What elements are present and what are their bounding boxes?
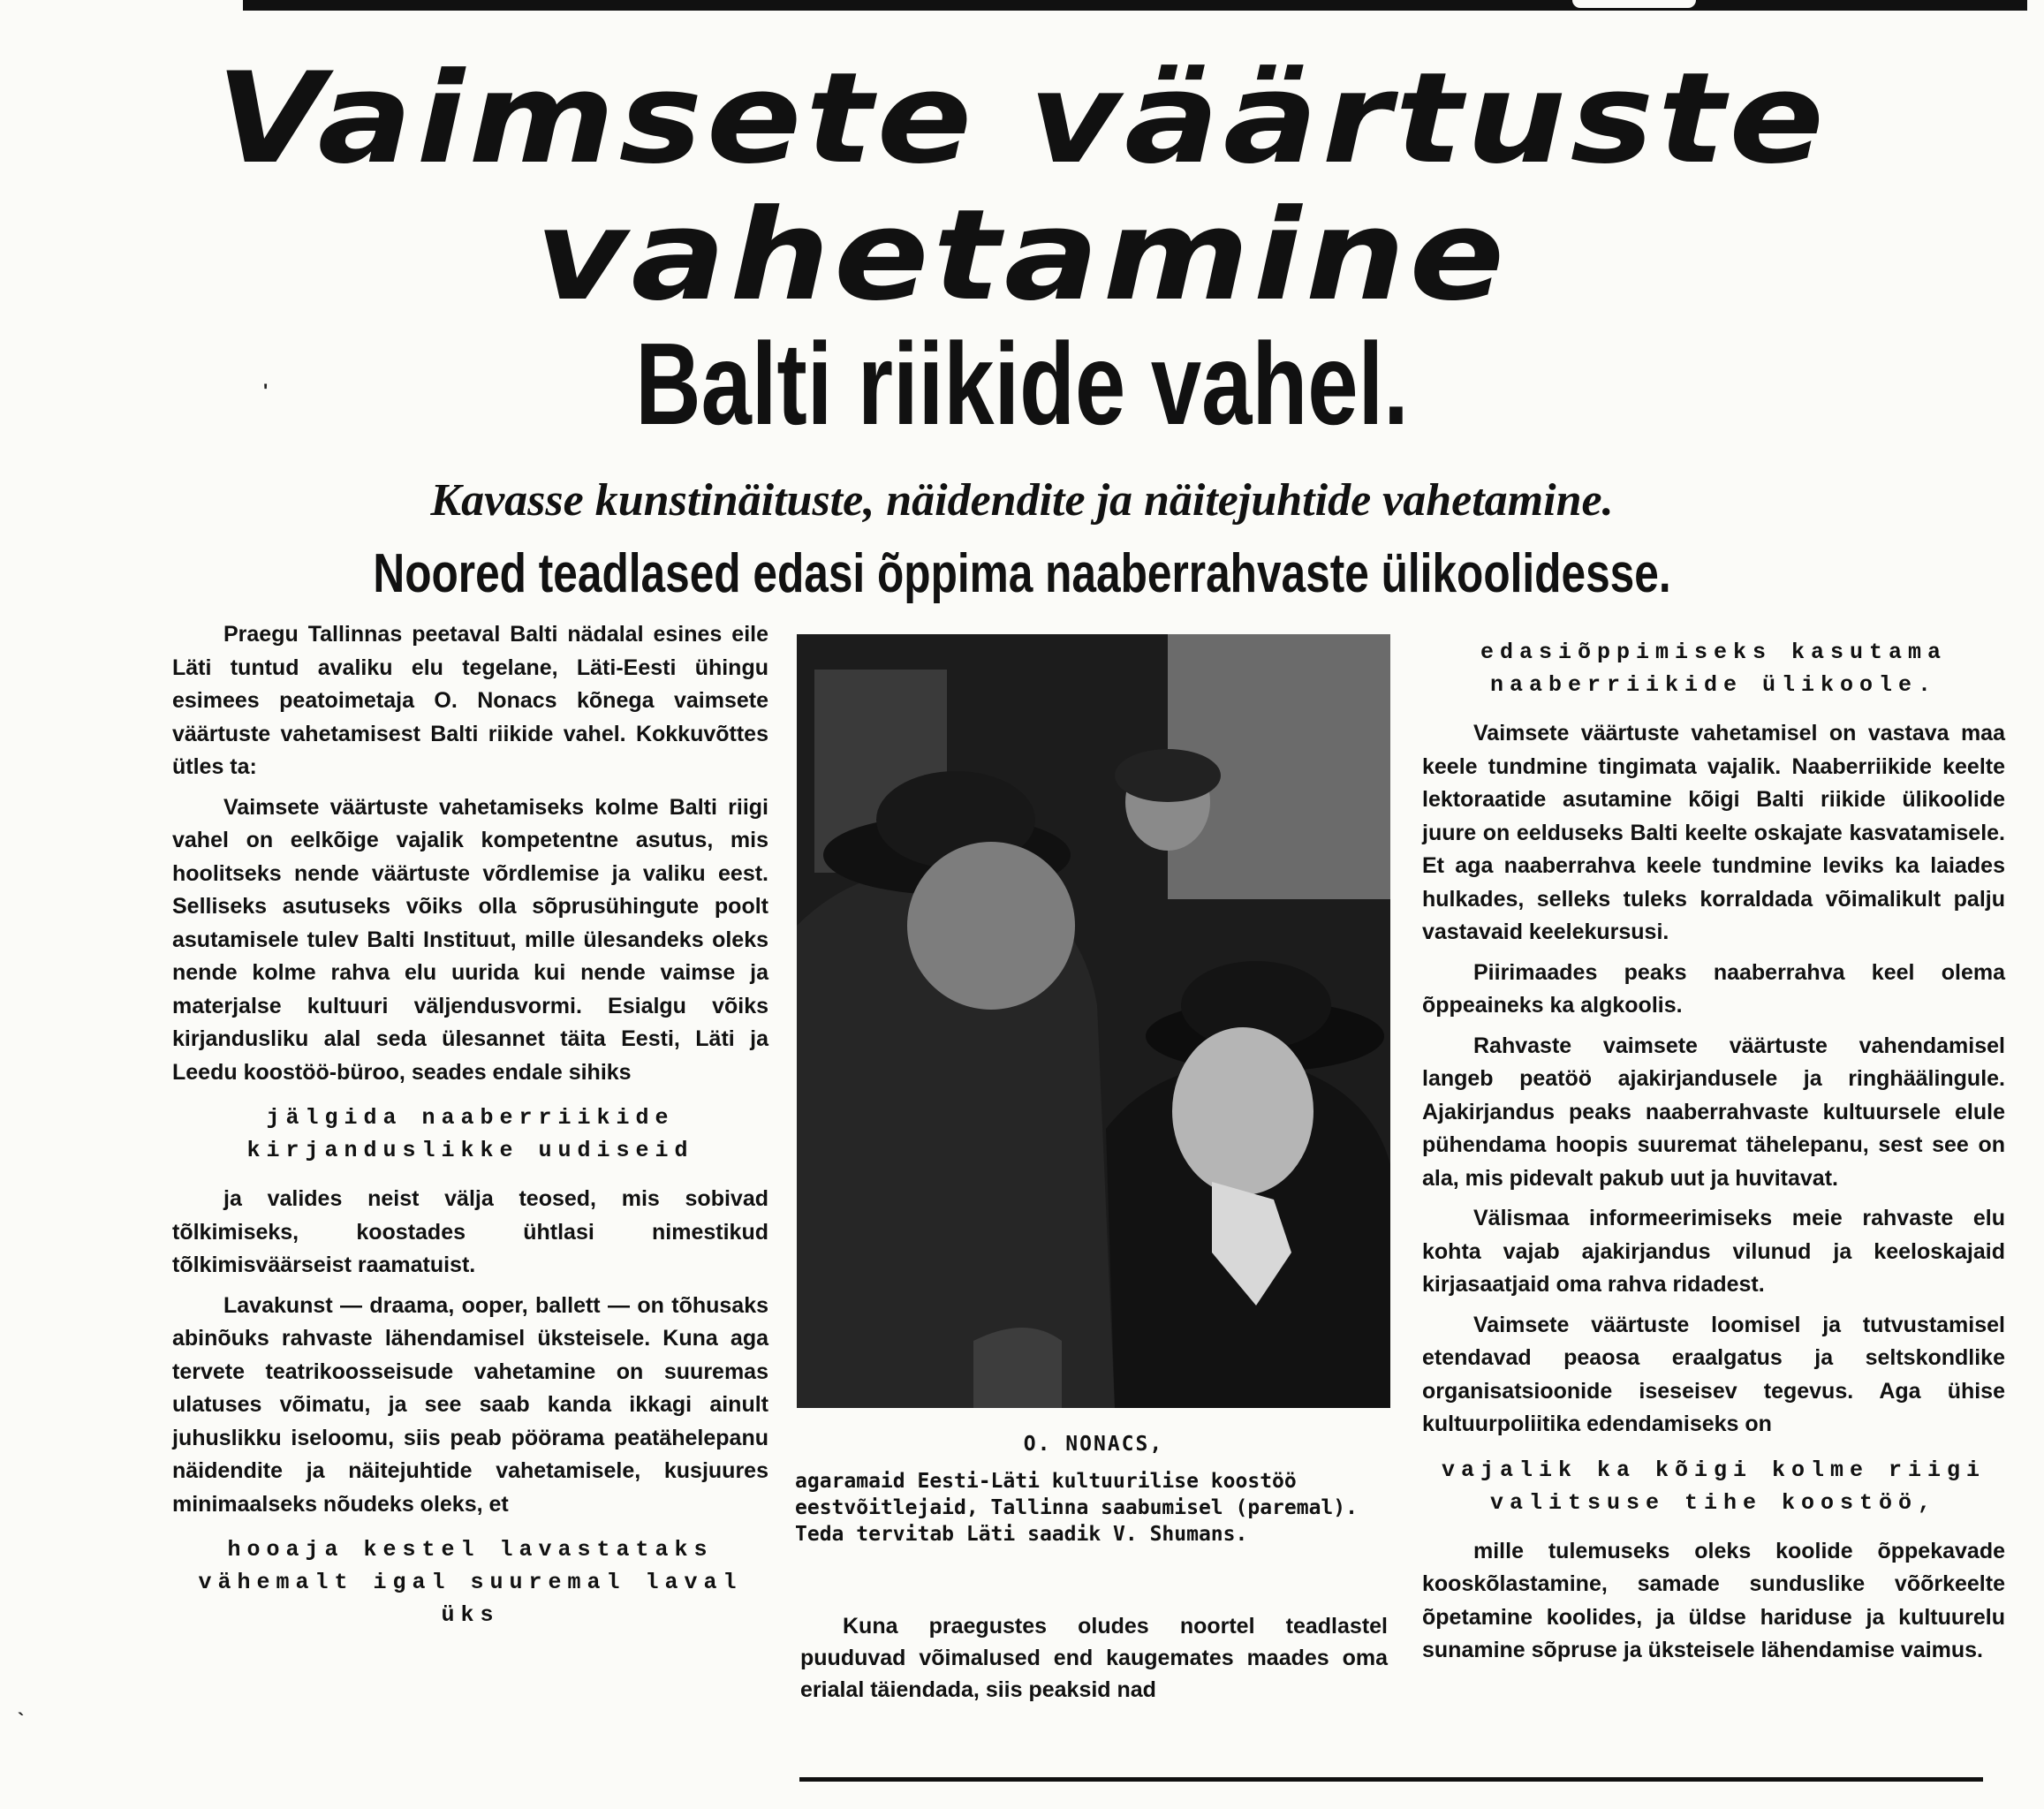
deck-line-1: Kavasse kunstinäituste, näidendite ja näitejuhtide vahetamine. — [430, 475, 1614, 526]
paragraph: Kuna praegustes oludes noortel teadlastel puuduvad võimalused end kaugemates maades oma erialal täiendada, siis peaksid nad — [800, 1614, 1388, 1702]
paragraph: Välismaa informeerimiseks meie rahvaste elu kohta vajab ajakirjandus vilunud ja keeloskajaid kirjasaatjaid oma rahva ridadest. — [1422, 1206, 2005, 1297]
news-photo — [797, 634, 1390, 1408]
paragraph: Rahvaste vaimsete väärtuste vahendamisel langeb peatöö ajakirjandusele ja ringhäälingule. Ajakirjandus peaks naaberrahvaste kultuursele elule pühendama hoopis suuremat tähelepanu, sest see on ala, mis pidevalt pakub uut ja huvitavat. — [1422, 1033, 2005, 1191]
margin-mark: ' — [263, 380, 269, 402]
margin-mark: ` — [18, 1709, 25, 1731]
headline-line-3: Balti riikide vahel. — [635, 319, 1409, 449]
paragraph: Vaimsete väärtuste vahetamiseks kolme Balti riigi vahel on eelkõige vajalik kompetentne asutus, mis hoolitseks nende väärtuste võrdlemise ja valiku eest. Selliseks asutuseks võiks olla sõprusühingute poolt asutamisele tulev Balti Instituut, mille ülesandeks oleks nende kolme rahva elu uurida kui nende vaimse ja materjalse kultuuri väljendusvormi. Esialgu võiks kirjandusliku alal seda ülesannet täita Eesti, Läti ja Leedu koostöö-büroo, seades endale sihiks — [172, 794, 768, 1085]
spaced-emphasis: vajalik ka kõigi kolme riigi valitsuse tihe koostöö, — [1441, 1457, 1987, 1516]
top-border-notch — [1572, 0, 1696, 8]
paragraph: ja valides neist välja teosed, mis sobivad tõlkimiseks, koostades ühtlasi nimestikud tõlkimisväärseist raamatuist. — [172, 1186, 768, 1277]
middle-column — [800, 1610, 1388, 1706]
paragraph: Lavakunst — draama, ooper, ballett — on tõhusaks abinõuks rahvaste lähendamisel üksteisele. Kuna aga tervete teatrikoosseisude vahetamine on suuremas ulatuses võimatu, ja see saab kanda ikkagi ainult juhuslikku iseloomu, siis peab pöörama peatähelepanu näidendite ja näitejuhtide vahetamisele, kusjuures minimaalseks nõudeks oleks, et — [172, 1292, 768, 1517]
paragraph: Praegu Tallinnas peetaval Balti nädalal esines eile Läti tuntud avaliku elu tegelane, Läti-Eesti ühingu esimees peatoimetaja O. Nonacs kõnega vaimsete väärtuste vahetamisest Balti riikide vahel. Kokkuvõttes ütles ta: — [172, 622, 768, 779]
caption-text: agaramaid Eesti-Läti kultuurilise koostöö eestvõitlejaid, Tallinna saabumisel (paremal). Teda tervitab Läti saadik V. Shumans. — [795, 1470, 1358, 1546]
paragraph: Vaimsete väärtuste loomisel ja tutvustamisel etendavad peaosa eraalgatus ja seltskondlike organisatsioonide iseseisev tegevus. Aga ühise kultuurpoliitika edendamiseks on — [1422, 1312, 2005, 1436]
paragraph: Vaimsete väärtuste vahetamisel on vastava maa keele tundmine tingimata vajalik. Naaberriikide keelte lektoraatide asutamine kõigi Balti riikide ülikoolide juure on eelduseks Balti keelte oskajate kasvatamisele. Et aga naaberrahva keele tundmine leviks ka laiades hulkades, selleks tuleks korraldada võimalikult palju vastavaid keelekursusi. — [1422, 721, 2005, 944]
photo-caption — [795, 1431, 1392, 1548]
caption-name: O. NONACS, — [1023, 1433, 1164, 1456]
paragraph: Piirimaades peaks naaberrahva keel olema õppeaineks ka algkoolis. — [1422, 959, 2005, 1018]
spaced-emphasis: hooaja kestel lavastataks vähemalt igal suuremal laval üks — [198, 1537, 743, 1628]
paragraph: mille tulemuseks oleks koolide õppekavade kooskõlastamine, samade sunduslike võõrkeelte õpetamine koolides, ja üldse hariduse ja kultuurelu sunamine sõpruse ja üksteisele lähendamise vaimus. — [1422, 1538, 2005, 1662]
headline-line-2: vahetamine — [535, 183, 1509, 329]
right-column — [1422, 636, 2005, 1675]
headline-line-1: Vaimsete väärtuste — [216, 46, 1828, 192]
bottom-rule — [799, 1777, 1983, 1782]
spaced-emphasis: edasiõppimiseks kasutama naaberriikide ülikoole. — [1480, 640, 1948, 698]
deck-line-2: Noored teadlased edasi õppima naaberrahvaste ülikoolidesse. — [373, 543, 1671, 604]
spaced-emphasis: jälgida naaberriikide kirjanduslikke uudiseid — [246, 1105, 694, 1163]
left-column — [172, 618, 768, 1647]
photo-illustration — [797, 634, 1390, 1408]
top-border-rule — [243, 0, 2027, 11]
